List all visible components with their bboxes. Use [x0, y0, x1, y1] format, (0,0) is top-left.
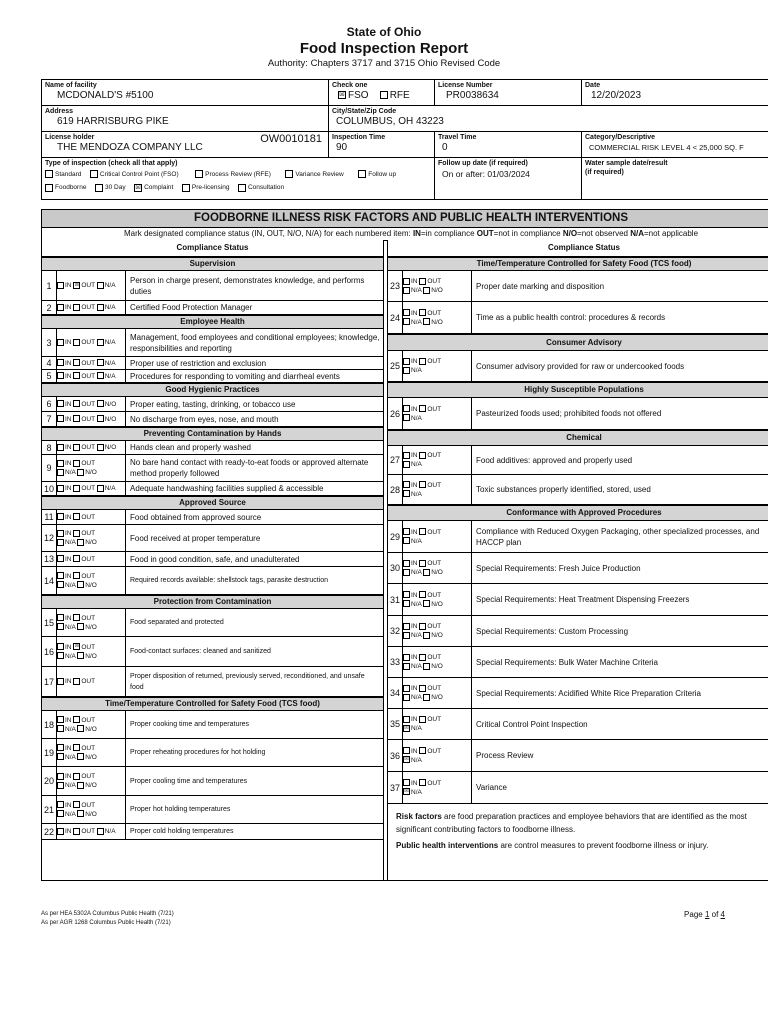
item-row-29	[388, 521, 768, 553]
inspection-time: 90	[336, 142, 348, 153]
item-number: 5	[42, 370, 57, 382]
item-number: 26	[388, 398, 403, 429]
item-description: Proper date marking and disposition	[476, 281, 605, 291]
risk-factors-section	[41, 209, 768, 881]
compliance-checkboxes[interactable]: IN OUT N/O	[56, 397, 126, 411]
category: COMMERCIAL RISK LEVEL 4 < 25,000 SQ. F	[589, 143, 744, 152]
section-heading: Time/Temperature Controlled for Safety Food (TCS food)	[42, 697, 383, 711]
compliance-checkboxes[interactable]: IN OUT N/A N/O	[402, 647, 472, 677]
compliance-checkboxes[interactable]: IN OUT N/A N/O	[402, 553, 472, 583]
item-row-19	[42, 739, 383, 767]
inspection-time-cell: Inspection Time 90	[329, 132, 435, 158]
type-variance-checkbox[interactable]	[285, 170, 293, 178]
item-row-3	[42, 329, 383, 357]
compliance-checkboxes[interactable]: IN OUT N/A	[56, 824, 126, 839]
item-number: 37	[388, 772, 403, 803]
item-number: 20	[42, 767, 57, 795]
item-description: Proper cold holding temperatures	[130, 828, 234, 835]
holder-id: OW0010181	[260, 133, 322, 145]
city-state-zip: COLUMBUS, OH 43223	[336, 116, 444, 127]
item-row-6	[42, 397, 383, 412]
type-ccp-checkbox[interactable]	[90, 170, 98, 178]
category-cell: Category/Descriptive COMMERCIAL RISK LEVEL 4 < 25,000 SQ. F	[582, 132, 768, 158]
item-row-20	[42, 767, 383, 796]
section-heading: Chemical	[388, 430, 768, 446]
item-description: Adequate handwashing facilities supplied & accessible	[130, 484, 324, 493]
item-number: 28	[388, 475, 403, 504]
type-standard-checkbox[interactable]	[45, 170, 53, 178]
item-description: No discharge from eyes, nose, and mouth	[130, 414, 279, 424]
item-description: Food obtained from approved source	[130, 512, 262, 522]
compliance-checkboxes[interactable]: IN OUT N/A N/O	[56, 739, 126, 766]
license-number: PR0038634	[446, 90, 499, 101]
item-description: Special Requirements: Acidified White Rice Preparation Criteria	[476, 688, 701, 698]
page-number: Page 1 of 4	[684, 910, 725, 919]
section-heading: Preventing Contamination by Hands	[42, 427, 383, 441]
type-followup-checkbox[interactable]	[358, 170, 366, 178]
authority-line: Authority: Chapters 3717 and 3715 Ohio Revised Code	[267, 58, 501, 69]
type-consultation-checkbox[interactable]	[238, 184, 246, 192]
item-description: Special Requirements: Custom Processing	[476, 626, 629, 636]
compliance-checkboxes[interactable]: IN OUT ☒ N/A	[402, 740, 472, 771]
item-number: 6	[42, 397, 57, 411]
item-row-14	[42, 567, 383, 595]
item-number: 29	[388, 521, 403, 552]
item-number: 3	[42, 329, 57, 356]
item-number: 12	[42, 525, 57, 551]
compliance-checkboxes[interactable]: IN OUT	[56, 667, 126, 696]
item-description: Time as a public health control: procedures & records	[476, 313, 666, 322]
travel-time-cell: Travel Time 0	[435, 132, 582, 158]
compliance-checkboxes[interactable]: IN OUT ☒ N/A	[402, 709, 472, 739]
risk-factor-notes: Risk factors are food preparation practices and employee behaviors that are identified as the most significant contributing factors to foodborne illness. Public health interventions are control measures to prevent foodborne illness or injury.	[396, 812, 747, 850]
compliance-checkboxes[interactable]: IN OUT N/A N/O	[56, 711, 126, 738]
item-number: 32	[388, 616, 403, 646]
item-row-15	[42, 609, 383, 637]
item-number: 25	[388, 351, 403, 381]
item-row-18	[42, 711, 383, 739]
item-description: Food additives: approved and properly used	[476, 455, 633, 465]
report-title: Food Inspection Report	[299, 40, 469, 57]
date-cell: Date 12/20/2023	[582, 80, 768, 106]
item-row-12	[42, 525, 383, 552]
item-row-35	[388, 709, 768, 740]
item-row-26	[388, 398, 768, 430]
license-holder-cell: License holder OW0010181 THE MENDOZA COMPANY LLC	[42, 132, 329, 158]
item-row-33	[388, 647, 768, 678]
compliance-checkboxes[interactable]: IN OUT N/A	[402, 398, 472, 429]
item-row-10	[42, 482, 383, 496]
form-footer: As per HEA 5302A Columbus Public Health (7/21) As per AGR 1268 Columbus Public Health (7/21)	[41, 911, 174, 926]
item-description: Special Requirements: Bulk Water Machine Criteria	[476, 657, 658, 667]
item-description: Compliance with Reduced Oxygen Packaging, other specialized processes, and HACCP plan	[476, 526, 760, 547]
item-row-22	[42, 824, 383, 840]
compliance-checkboxes[interactable]: IN OUT N/A N/O	[402, 302, 472, 333]
compliance-checkboxes[interactable]: IN OUT N/A N/O	[56, 455, 126, 481]
compliance-checkboxes[interactable]: IN OUT N/O	[56, 441, 126, 454]
compliance-checkboxes[interactable]: IN OUT N/A	[402, 446, 472, 474]
followup-cell: Follow up date (if required) On or after: 01/03/2024	[435, 158, 582, 200]
item-number: 22	[42, 824, 57, 839]
item-number: 14	[42, 567, 57, 594]
item-row-11	[42, 510, 383, 525]
item-description: Special Requirements: Fresh Juice Production	[476, 563, 641, 573]
item-number: 7	[42, 412, 57, 426]
item-row-9	[42, 455, 383, 482]
item-number: 35	[388, 709, 403, 739]
item-number: 30	[388, 553, 403, 583]
compliance-checkboxes[interactable]: IN OUT	[56, 510, 126, 524]
fso-checkbox[interactable]: ☒	[339, 92, 345, 99]
item-number: 33	[388, 647, 403, 677]
compliance-checkboxes[interactable]: IN OUT N/A N/O	[402, 271, 472, 301]
item-row-5	[42, 370, 383, 383]
item-description: Variance	[476, 783, 507, 792]
item-description: Procedures for responding to vomiting and diarrheal events	[130, 371, 340, 381]
item-number: 11	[42, 510, 57, 524]
item-row-30	[388, 553, 768, 584]
item-number: 9	[42, 455, 57, 481]
section-heading: Good Hygienic Practices	[42, 383, 383, 397]
compliance-checkboxes[interactable]: IN OUT N/A	[402, 351, 472, 381]
item-row-21	[42, 796, 383, 824]
item-row-32	[388, 616, 768, 647]
item-description: Toxic substances properly identified, stored, used	[476, 485, 651, 494]
item-number: 18	[42, 711, 57, 738]
item-number: 36	[388, 740, 403, 771]
city-cell: City/State/Zip Code COLUMBUS, OH 43223	[329, 106, 768, 132]
item-row-7	[42, 412, 383, 427]
item-description: Proper cooling time and temperatures	[130, 777, 248, 785]
type-process-review-checkbox[interactable]	[195, 170, 203, 178]
compliance-checkboxes[interactable]: IN OUT N/A N/O	[56, 567, 126, 594]
item-description: Management, food employees and conditional employees; knowledge, responsibilities and reporting	[130, 332, 380, 353]
followup-date: On or after: 01/03/2024	[442, 169, 530, 179]
state-heading: State of Ohio	[346, 25, 422, 39]
section-heading: Approved Source	[42, 496, 383, 510]
compliance-checkboxes[interactable]: IN OUT N/A	[56, 482, 126, 495]
item-row-2	[42, 301, 383, 315]
check-one-cell: Check one ☒ FSO RFE	[329, 80, 435, 106]
compliance-checkboxes[interactable]: IN OUT ☒ N/A	[402, 772, 472, 803]
compliance-checkboxes[interactable]: IN OUT N/A N/O	[402, 584, 472, 615]
compliance-checkboxes[interactable]: IN OUT N/A N/O	[56, 767, 126, 795]
rfe-checkbox[interactable]	[380, 91, 388, 99]
section-heading: Protection from Contamination	[42, 595, 383, 609]
item-number: 21	[42, 796, 57, 823]
item-description: Hands clean and properly washed	[130, 443, 251, 452]
item-number: 8	[42, 441, 57, 454]
item-description: Proper disposition of returned, previously served, reconditioned, and unsafe food	[130, 672, 365, 691]
item-row-28	[388, 475, 768, 505]
facility-info-table	[41, 79, 768, 200]
item-description: Special Requirements: Heat Treatment Dispensing Freezers	[476, 595, 690, 604]
item-number: 23	[388, 271, 403, 301]
section-heading: Highly Susceptible Populations	[388, 382, 768, 398]
section-heading: Conformance with Approved Procedures	[388, 505, 768, 521]
inspection-date: 12/20/2023	[591, 90, 642, 101]
item-description: Food in good condition, safe, and unadulterated	[130, 554, 300, 564]
item-row-1	[42, 271, 383, 301]
item-description: Pasteurized foods used; prohibited foods not offered	[476, 409, 662, 418]
item-description: Proper use of restriction and exclusion	[130, 358, 267, 368]
item-row-37	[388, 772, 768, 804]
facility-name-cell: Name of facility MCDONALD'S #5100	[42, 80, 329, 106]
compliance-checkboxes[interactable]: IN ☒ OUT N/A	[56, 271, 126, 300]
item-row-8	[42, 441, 383, 455]
travel-time: 0	[442, 142, 448, 153]
item-number: 16	[42, 637, 57, 666]
item-description: No bare hand contact with ready-to-eat foods or approved alternate method properly followed	[130, 458, 369, 478]
item-number: 2	[42, 301, 57, 314]
item-row-17	[42, 667, 383, 697]
license-holder: THE MENDOZA COMPANY LLC	[57, 142, 203, 153]
item-description: Required records available: shellstock tags, parasite destruction	[130, 577, 329, 584]
type-30day-checkbox[interactable]	[95, 184, 103, 192]
compliance-status-header: Compliance Status	[42, 240, 383, 257]
address-cell: Address 619 HARRISBURG PIKE	[42, 106, 329, 132]
item-row-16	[42, 637, 383, 667]
item-description: Critical Control Point Inspection	[476, 719, 588, 729]
risk-factors-title: FOODBORNE ILLNESS RISK FACTORS AND PUBLIC HEALTH INTERVENTIONS	[42, 210, 768, 228]
item-number: 4	[42, 357, 57, 369]
item-row-27	[388, 446, 768, 475]
water-sample-cell: Water sample date/result (if required)	[582, 158, 768, 200]
item-number: 27	[388, 446, 403, 474]
compliance-checkboxes[interactable]: IN OUT N/A	[402, 475, 472, 504]
compliance-checkboxes[interactable]: IN OUT N/A	[56, 329, 126, 356]
item-description: Proper hot holding temperatures	[130, 806, 231, 813]
item-number: 13	[42, 552, 57, 566]
item-number: 15	[42, 609, 57, 636]
compliance-checkboxes[interactable]: IN OUT N/A	[402, 521, 472, 552]
compliance-checkboxes[interactable]: IN OUT N/A N/O	[402, 678, 472, 708]
item-row-4	[42, 357, 383, 370]
compliance-checkboxes[interactable]: IN OUT N/O	[56, 412, 126, 426]
type-foodborne-checkbox[interactable]	[45, 184, 53, 192]
type-prelicensing-checkbox[interactable]	[182, 184, 190, 192]
compliance-checkboxes[interactable]: IN ☒ OUT N/A N/O	[56, 637, 126, 666]
inspection-type-cell: Type of inspection (check all that apply) Standard Critical Control Point (FSO) Process Review (RFE) Variance Review Follow up Foodborne 30 Day ☒ Complaint Pre-licensing Consultation	[42, 158, 435, 200]
item-row-31	[388, 584, 768, 616]
item-description: Consumer advisory provided for raw or undercooked foods	[476, 361, 685, 371]
item-number: 17	[42, 667, 57, 696]
item-row-25	[388, 351, 768, 382]
compliance-checkboxes[interactable]: IN OUT N/A N/O	[402, 616, 472, 646]
item-description: Food received at proper temperature	[130, 533, 261, 543]
item-row-34	[388, 678, 768, 709]
compliance-checkboxes[interactable]: IN OUT	[56, 552, 126, 566]
item-row-23	[388, 271, 768, 302]
type-complaint-checkbox[interactable]: ☒	[135, 184, 141, 191]
item-description: Food separated and protected	[130, 619, 224, 626]
item-description: Proper cooking time and temperatures	[130, 721, 250, 728]
item-number: 34	[388, 678, 403, 708]
item-number: 31	[388, 584, 403, 615]
item-number: 1	[42, 271, 57, 300]
section-heading: Employee Health	[42, 315, 383, 329]
section-heading: Supervision	[42, 257, 383, 271]
item-number: 10	[42, 482, 57, 495]
item-description: Certified Food Protection Manager	[130, 303, 253, 312]
item-description: Process Review	[476, 751, 534, 760]
facility-name: MCDONALD'S #5100	[57, 90, 154, 101]
license-cell: License Number PR0038634	[435, 80, 582, 106]
compliance-checkboxes[interactable]: IN OUT N/A N/O	[56, 796, 126, 823]
compliance-legend: Mark designated compliance status (IN, OUT, N/O, N/A) for each numbered item: IN=in compliance OUT=not in compliance N/O=not observed N/A=not applicable	[42, 227, 768, 241]
compliance-status-header: Compliance Status	[388, 240, 768, 257]
compliance-checkboxes[interactable]: IN OUT N/A	[56, 357, 126, 369]
section-heading: Consumer Advisory	[388, 334, 768, 351]
item-description: Proper reheating procedures for hot holding	[130, 749, 266, 756]
address: 619 HARRISBURG PIKE	[57, 116, 169, 127]
compliance-checkboxes[interactable]: IN OUT N/A	[56, 370, 126, 382]
compliance-checkboxes[interactable]: IN OUT N/A N/O	[56, 609, 126, 636]
compliance-checkboxes[interactable]: IN OUT N/A	[56, 301, 126, 314]
section-heading: Time/Temperature Controlled for Safety Food (TCS food)	[388, 257, 768, 271]
item-row-24	[388, 302, 768, 334]
item-description: Person in charge present, demonstrates knowledge, and performs duties	[130, 275, 365, 296]
item-description: Food-contact surfaces: cleaned and sanitized	[130, 648, 271, 655]
item-number: 19	[42, 739, 57, 766]
item-description: Proper eating, tasting, drinking, or tobacco use	[130, 399, 296, 409]
compliance-checkboxes[interactable]: IN OUT N/A N/O	[56, 525, 126, 551]
item-row-36	[388, 740, 768, 772]
item-number: 24	[388, 302, 403, 333]
item-row-13	[42, 552, 383, 567]
